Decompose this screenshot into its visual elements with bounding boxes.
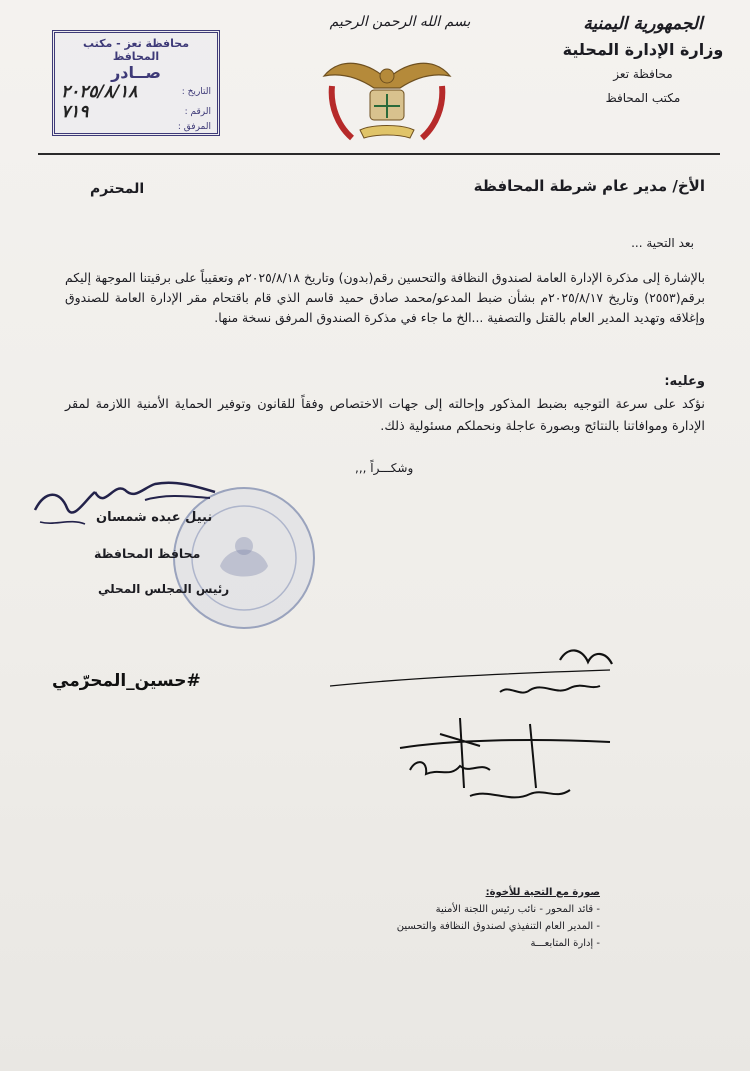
copies-item: - المدير العام التنفيذي لصندوق النظافة والتحسين: [396, 921, 600, 932]
body-paragraph-1: بالإشارة إلى مذكرة الإدارة العامة لصندوق النظافة والتحسين رقم(بدون) وتاريخ ٢٠٢٥/٨/١٨م وتعقيباً على برقيتنا الموجهة إليكم برقم(٢٥٥٣) وتاريخ ٢٠٢٥/٨/١٧م بشأن ضبط المدعو/محمد صادق حميد قاسم الذي قام باقتحام مقر الإدارة العامة للصندوق وإغلاقه وتهديد المدير العام بالقتل والتصفية ...الخ ما جاء في مذكرة الصندوق المرفق نسخة منها.: [64, 270, 705, 325]
stamp-attachments-row: [61, 122, 211, 132]
stamp-number-label: الرقم :: [184, 107, 211, 117]
stamp-date-value: ٢٠٢٥/٨/١٨: [61, 82, 138, 102]
signatory-title-2: رئيس المجلس المحلي: [98, 582, 230, 596]
signatory-title: محافظ المحافظة: [94, 546, 201, 561]
republic-name: الجمهورية اليمنية: [583, 14, 703, 34]
stamp-date-row: [61, 82, 211, 102]
basmala: بسم الله الرحمن الرحيم: [329, 14, 471, 30]
copies-heading: صورة مع التحية للأخوة:: [485, 887, 600, 898]
letterhead: [558, 14, 728, 105]
greeting: بعد التحية ...: [631, 236, 694, 250]
stamp-title: محافظة تعز - مكتب المحافظ: [82, 37, 190, 63]
office-name: مكتب المحافظ: [605, 91, 681, 105]
copies-block: [397, 884, 600, 952]
stamp-number-row: [61, 102, 211, 122]
outgoing-stamp: [52, 30, 220, 136]
stamp-status: صــادر: [111, 63, 161, 82]
handwritten-notes-icon: [330, 638, 620, 818]
stamp-attachments-label: المرفق :: [177, 122, 211, 132]
signatory-name: نبيل عبده شمسان: [96, 510, 213, 525]
honorific: المحترم: [90, 181, 145, 197]
eagle-emblem-icon: [312, 46, 462, 146]
addressee: الأخ/ مدير عام شرطة المحافظة: [473, 177, 705, 195]
header-divider: [38, 153, 720, 155]
governorate-name: محافظة تعز: [613, 67, 673, 81]
therefore-heading: وعليه:: [664, 374, 705, 389]
thanks-line: وشكـــراً ,,,: [355, 461, 414, 475]
signature-scribble-icon: [25, 470, 225, 545]
copies-item: - قائد المحور - نائب رئيس اللجنة الأمنية: [435, 904, 600, 915]
copies-item: - إدارة المتابعـــة: [530, 938, 600, 949]
ministry-name: وزارة الإدارة المحلية: [562, 40, 724, 59]
watermark-hashtag: #حسين_المحرّمي: [52, 671, 201, 691]
stamp-date-label: التاريخ :: [181, 87, 211, 97]
body-paragraph-2: نؤكد على سرعة التوجيه بضبط المذكور وإحالته إلى جهات الاختصاص وفقاً للقانون وتوفير الحماية الأمنية اللازمة لمقر الإدارة وموافاتنا بالنتائج وبصورة عاجلة ونحملكم مسئولية ذلك.: [65, 397, 705, 434]
stamp-number-value: ٧١٩: [61, 102, 89, 122]
